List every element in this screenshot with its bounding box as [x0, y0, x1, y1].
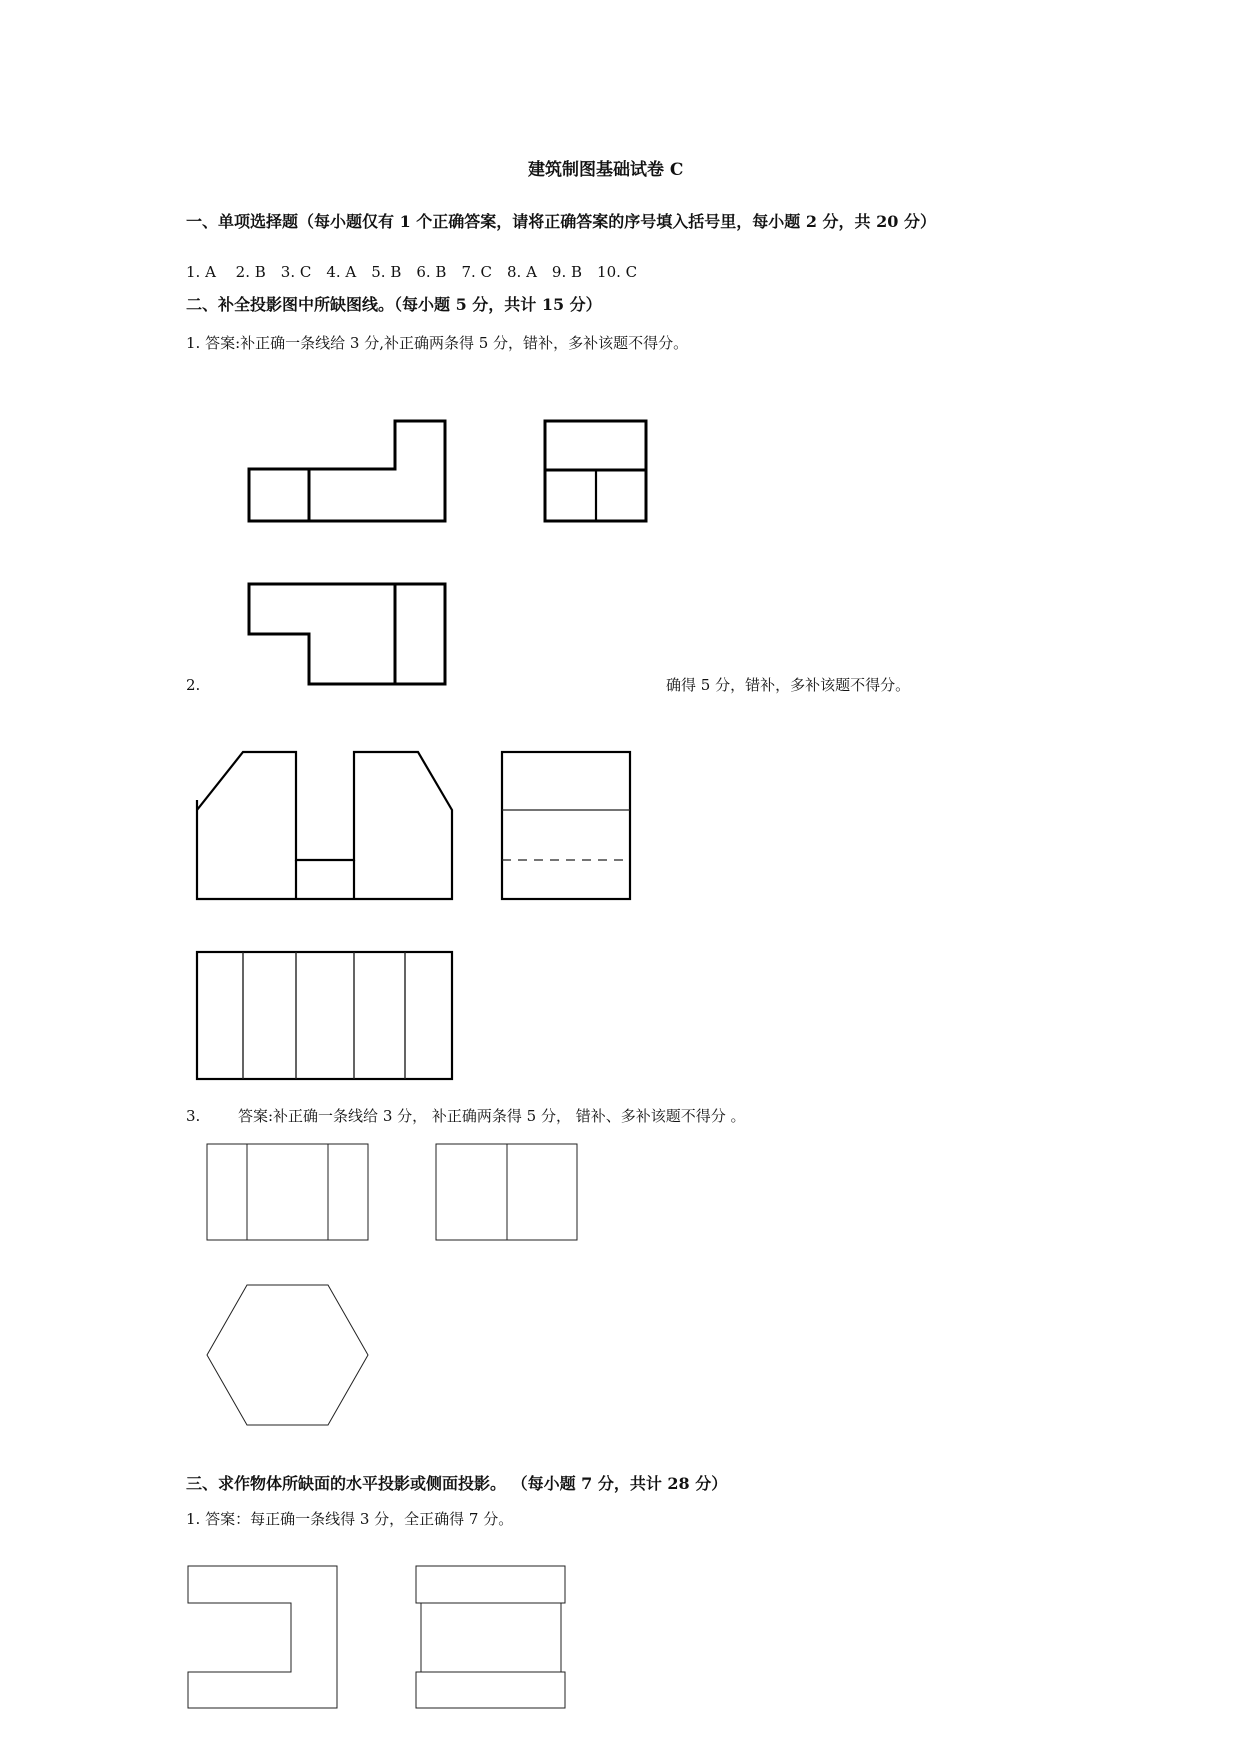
- s3-q1-front-view: [188, 1566, 337, 1708]
- q2-side-view: [502, 752, 630, 899]
- q1-answer: 1. 答案:补正确一条线给 3 分,补正确两条得 5 分，错补，多补该题不得分。: [186, 334, 689, 352]
- q3-side-view: [436, 1144, 577, 1240]
- q2-top-view: [197, 952, 452, 1079]
- section3-heading: 三、求作物体所缺面的水平投影或侧面投影。 （每小题 7 分，共计 28 分）: [186, 1474, 728, 1493]
- q2-number: 2.: [186, 676, 201, 694]
- q3-front-view: [207, 1144, 368, 1240]
- q3-top-view-hexagon: [207, 1285, 368, 1425]
- q2-answer: 确得 5 分，错补，多补该题不得分。: [666, 676, 911, 694]
- q1-front-view: [249, 421, 445, 521]
- s3-q1-side-view: [416, 1566, 565, 1708]
- q2-front-view: [197, 752, 452, 899]
- s3-q1-answer: 1. 答案：每正确一条线得 3 分，全正确得 7 分。: [186, 1510, 514, 1528]
- q3-number: 3.: [186, 1107, 201, 1125]
- section2-heading: 二、补全投影图中所缺图线。（每小题 5 分，共计 15 分）: [186, 295, 602, 314]
- q1-side-view: [545, 421, 646, 521]
- section1-heading: 一、单项选择题（每小题仅有 1 个正确答案，请将正确答案的序号填入括号里，每小题 2 分，共 20 分）: [186, 212, 936, 231]
- q1-top-view: [249, 584, 445, 684]
- q3-answer: 答案:补正确一条线给 3 分， 补正确两条得 5 分， 错补、多补该题不得分 。: [238, 1107, 746, 1125]
- section1-answers: 1. A 2. B 3. C 4. A 5. B 6. B 7. C 8. A 9. B 10. C: [186, 263, 638, 281]
- page-title: 建筑制图基础试卷 C: [528, 160, 684, 180]
